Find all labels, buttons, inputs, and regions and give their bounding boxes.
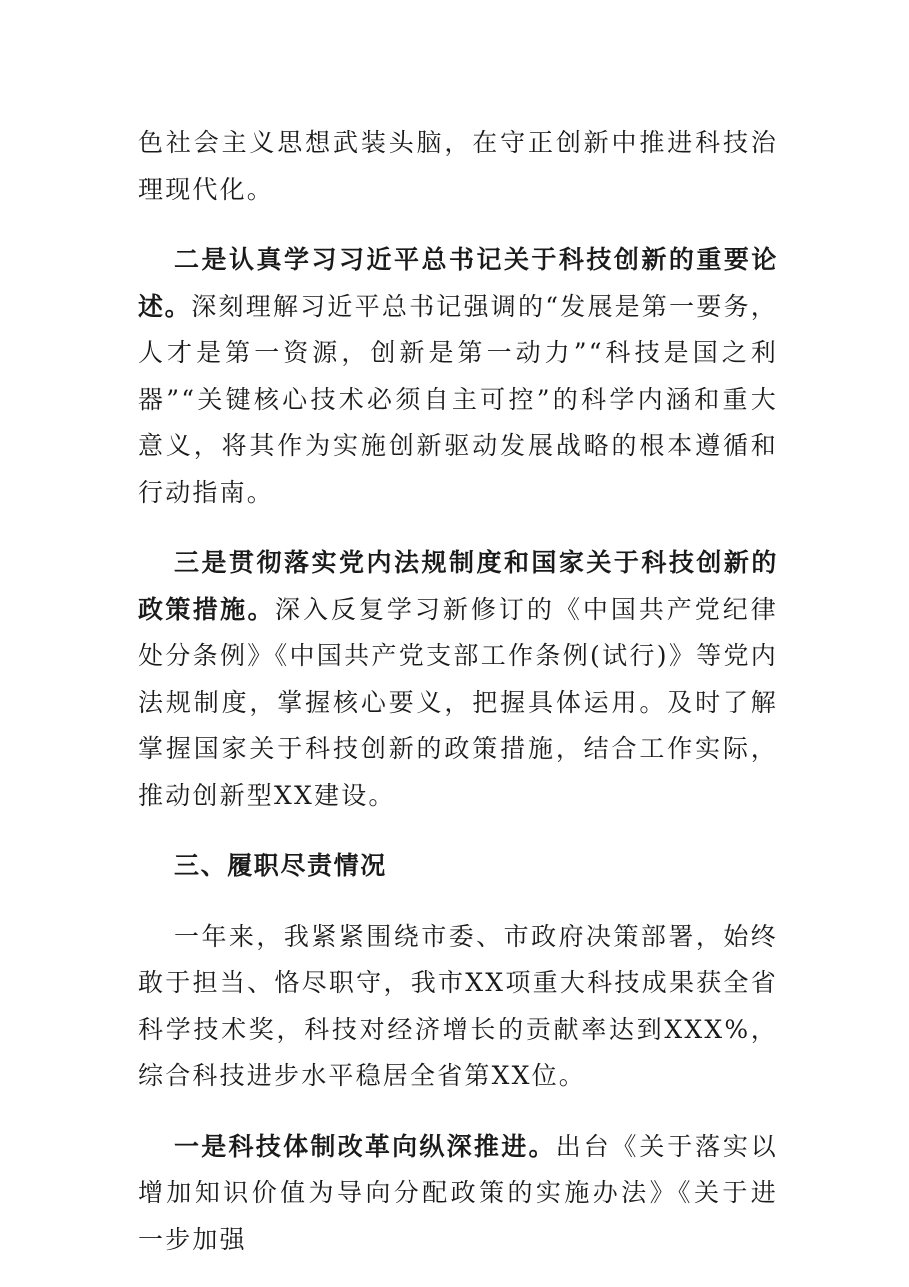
paragraph-text: 一年来，我紧紧围绕市委、市政府决策部署，始终敢于担当、恪尽职守，我市XX项重大科技成果获全省科学技术奖，科技对经济增长的贡献率达到XXX%，综合科技进步水平稳居全省第XX位。 bbox=[138, 921, 778, 1090]
paragraph-performance-summary bbox=[138, 914, 778, 1100]
paragraph-study-speeches bbox=[138, 237, 778, 516]
paragraph-text: 色社会主义思想武装头脑，在守正创新中推进科技治理现代化。 bbox=[138, 128, 778, 204]
paragraph-implement-regulations bbox=[138, 540, 778, 819]
section-heading: 三、履职尽责情况 bbox=[174, 851, 387, 880]
paragraph-continuation bbox=[138, 120, 778, 213]
paragraph-text: 出台《关于落实以增加知识价值为导向分配政策的实施办法》《关于进一步加强 bbox=[138, 1131, 778, 1254]
paragraph-text: 深刻理解习近平总书记强调的“发展是第一要务，人才是第一资源，创新是第一动力”“科技是国之利器”“关键核心技术必须自主可控”的科学内涵和重大意义，将其作为实施创新驱动发展战略的根本遵循和行动指南。 bbox=[138, 291, 779, 507]
paragraph-lead: 一是科技体制改革向纵深推进。 bbox=[174, 1131, 556, 1161]
paragraph-lead: 三是贯彻落实党内法规制度和国家关于科技创新的政策措施。 bbox=[138, 548, 778, 624]
document-body bbox=[138, 120, 778, 1287]
paragraph-lead: 二是认真学习习近平总书记关于科技创新的重要论述。 bbox=[138, 245, 778, 321]
paragraph-text: 深入反复学习新修订的《中国共产党纪律处分条例》《中国共产党支部工作条例(试行)》等党内法规制度，掌握核心要义，把握具体运用。及时了解掌握国家关于科技创新的政策措施，结合工作实际，推动创新型XX建设。 bbox=[138, 594, 778, 810]
paragraph-reform bbox=[138, 1124, 778, 1264]
